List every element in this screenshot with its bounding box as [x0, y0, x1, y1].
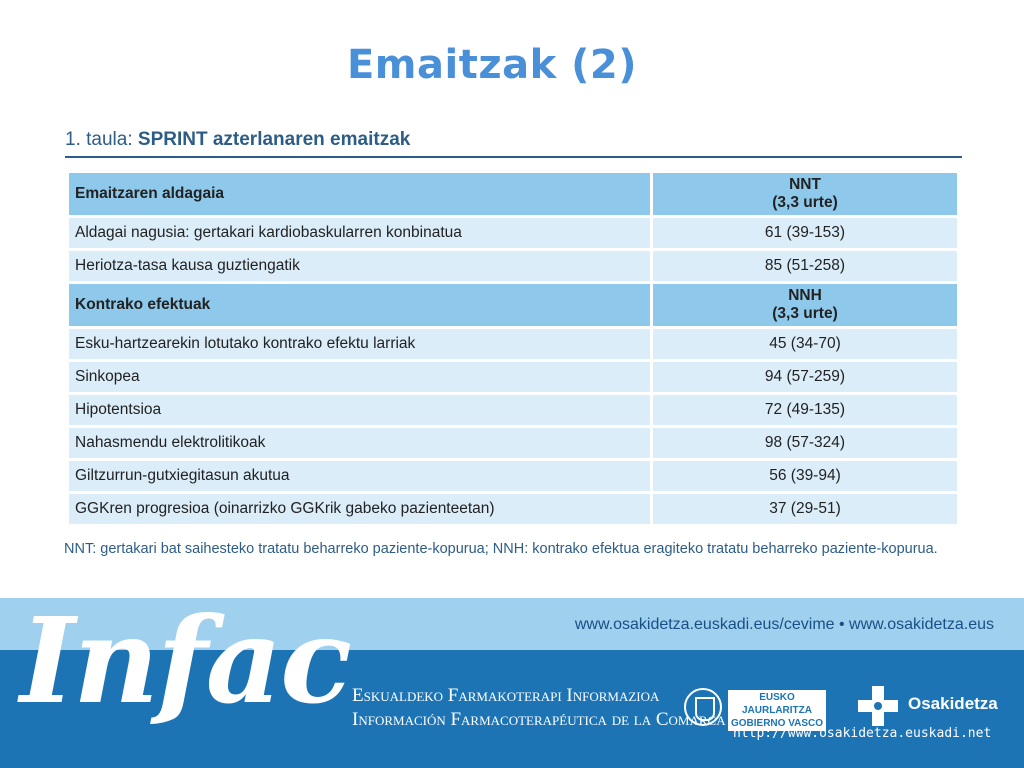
- table-row: [69, 251, 957, 281]
- basque-government-logo: [684, 688, 826, 728]
- row-value: 72 (49-135): [653, 395, 957, 425]
- row-label: Sinkopea: [69, 362, 650, 392]
- header-nnt-line2: (3,3 urte): [772, 194, 838, 211]
- table-row: [69, 395, 957, 425]
- header-nnh: [653, 284, 957, 326]
- osakidetza-logo: [858, 686, 998, 726]
- table-header-row: [69, 173, 957, 215]
- row-value: 94 (57-259): [653, 362, 957, 392]
- banner-line-basque: Eskualdeko Farmakoterapi Informazioa: [352, 685, 660, 706]
- shield-icon: [684, 688, 722, 726]
- banner-subtitle: [352, 684, 726, 732]
- row-value: 45 (34-70): [653, 329, 957, 359]
- row-value: 61 (39-153): [653, 218, 957, 248]
- slide-title: Emaitzak (2): [346, 42, 638, 88]
- header-outcome-variable: Emaitzaren aldagaia: [69, 173, 650, 215]
- table-subheader-row: [69, 284, 957, 326]
- row-label: Esku-hartzearekin lotutako kontrako efektu larriak: [69, 329, 650, 359]
- row-value: 98 (57-324): [653, 428, 957, 458]
- row-label: Nahasmendu elektrolitikoak: [69, 428, 650, 458]
- infac-logo: Infac: [20, 598, 351, 730]
- banner-line-spanish: Información Farmacoterapéutica de la Comarca: [352, 709, 726, 730]
- table-row: [69, 218, 957, 248]
- table-caption: [65, 129, 410, 151]
- table-caption-prefix: 1. taula:: [65, 129, 138, 150]
- table-footnote: NNT: gertakari bat saihesteko tratatu beharreko paziente-kopurua; NNH: kontrako efektua eragiteko tratatu beharreko paziente-kopurua.: [64, 541, 938, 557]
- header-nnt-line1: NNT: [789, 176, 821, 193]
- banner-links: www.osakidetza.euskadi.eus/cevime • www.osakidetza.eus: [574, 616, 994, 633]
- header-nnt: [653, 173, 957, 215]
- table-row: [69, 461, 957, 491]
- row-value: 37 (29-51): [653, 494, 957, 524]
- table-caption-text: SPRINT azterlanaren emaitzak: [137, 129, 411, 150]
- header-adverse-effects: Kontrako efektuak: [69, 284, 650, 326]
- table-row: [69, 428, 957, 458]
- table-row: [69, 362, 957, 392]
- row-label: Aldagai nagusia: gertakari kardiobaskularren konbinatua: [69, 218, 650, 248]
- row-value: 85 (51-258): [653, 251, 957, 281]
- row-label: Hipotentsioa: [69, 395, 650, 425]
- row-label: Giltzurrun-gutxiegitasun akutua: [69, 461, 650, 491]
- row-label: Heriotza-tasa kausa guztiengatik: [69, 251, 650, 281]
- table-row: [69, 494, 957, 524]
- footer-banner: [0, 598, 1024, 768]
- footer-url[interactable]: http://www.osakidetza.euskadi.net: [733, 726, 992, 741]
- gov-name: EUSKO JAURLARITZA GOBIERNO VASCO: [728, 690, 826, 731]
- table-row: [69, 329, 957, 359]
- results-table: [66, 170, 960, 527]
- osakidetza-name: Osakidetza: [908, 694, 998, 713]
- header-nnh-line2: (3,3 urte): [772, 305, 838, 322]
- row-value: 56 (39-94): [653, 461, 957, 491]
- row-label: GGKren progresioa (oinarrizko GGKrik gabeko pazienteetan): [69, 494, 650, 524]
- header-nnh-line1: NNH: [788, 287, 822, 304]
- cross-icon: [858, 686, 898, 726]
- caption-divider: [65, 156, 962, 158]
